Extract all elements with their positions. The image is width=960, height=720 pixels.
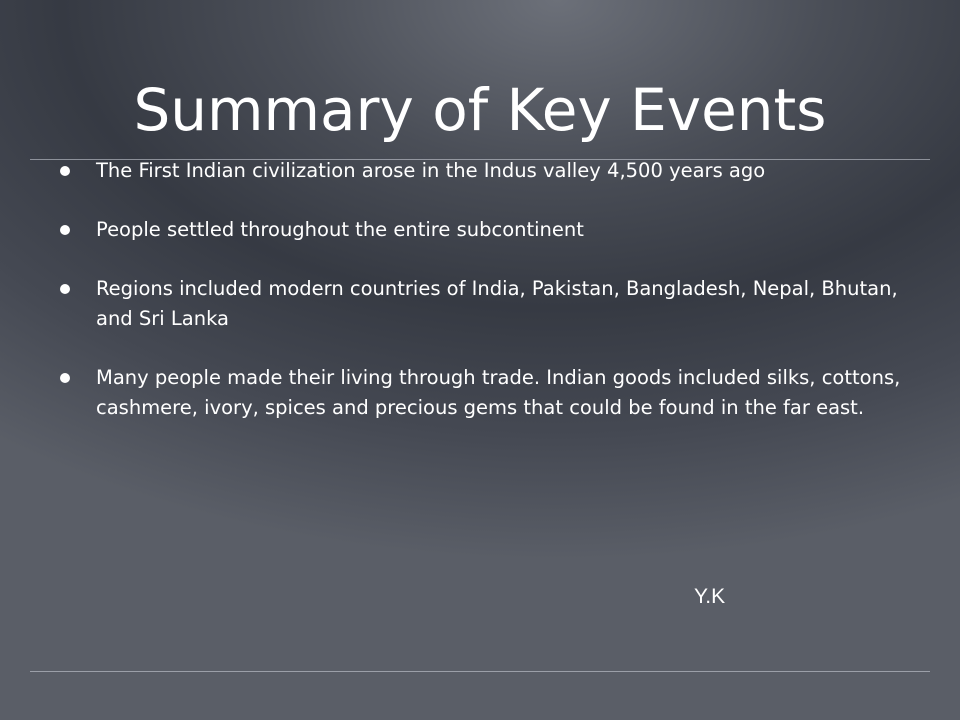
author-initials: Y.K [694, 585, 726, 608]
bullet-dot-icon [60, 373, 70, 383]
bullet-dot-icon [60, 284, 70, 294]
bullet-item [60, 156, 920, 186]
bullet-text: Regions included modern countries of India, Pakistan, Bangladesh, Nepal, Bhutan, and Sri Lanka [96, 277, 898, 330]
bullet-dot-icon [60, 166, 70, 176]
bullet-text: People settled throughout the entire subcontinent [96, 218, 584, 241]
footer-divider [30, 671, 930, 672]
bullet-list [60, 156, 920, 423]
bullet-item [60, 363, 920, 423]
bullet-dot-icon [60, 225, 70, 235]
bullet-text: The First Indian civilization arose in the Indus valley 4,500 years ago [96, 159, 766, 182]
bullet-item [60, 215, 920, 245]
bullet-item [60, 274, 920, 334]
bullet-text: Many people made their living through trade. Indian goods included silks, cottons, cashmere, ivory, spices and precious gems that could be found in the far east. [96, 366, 901, 419]
slide-title: Summary of Key Events [133, 76, 827, 144]
